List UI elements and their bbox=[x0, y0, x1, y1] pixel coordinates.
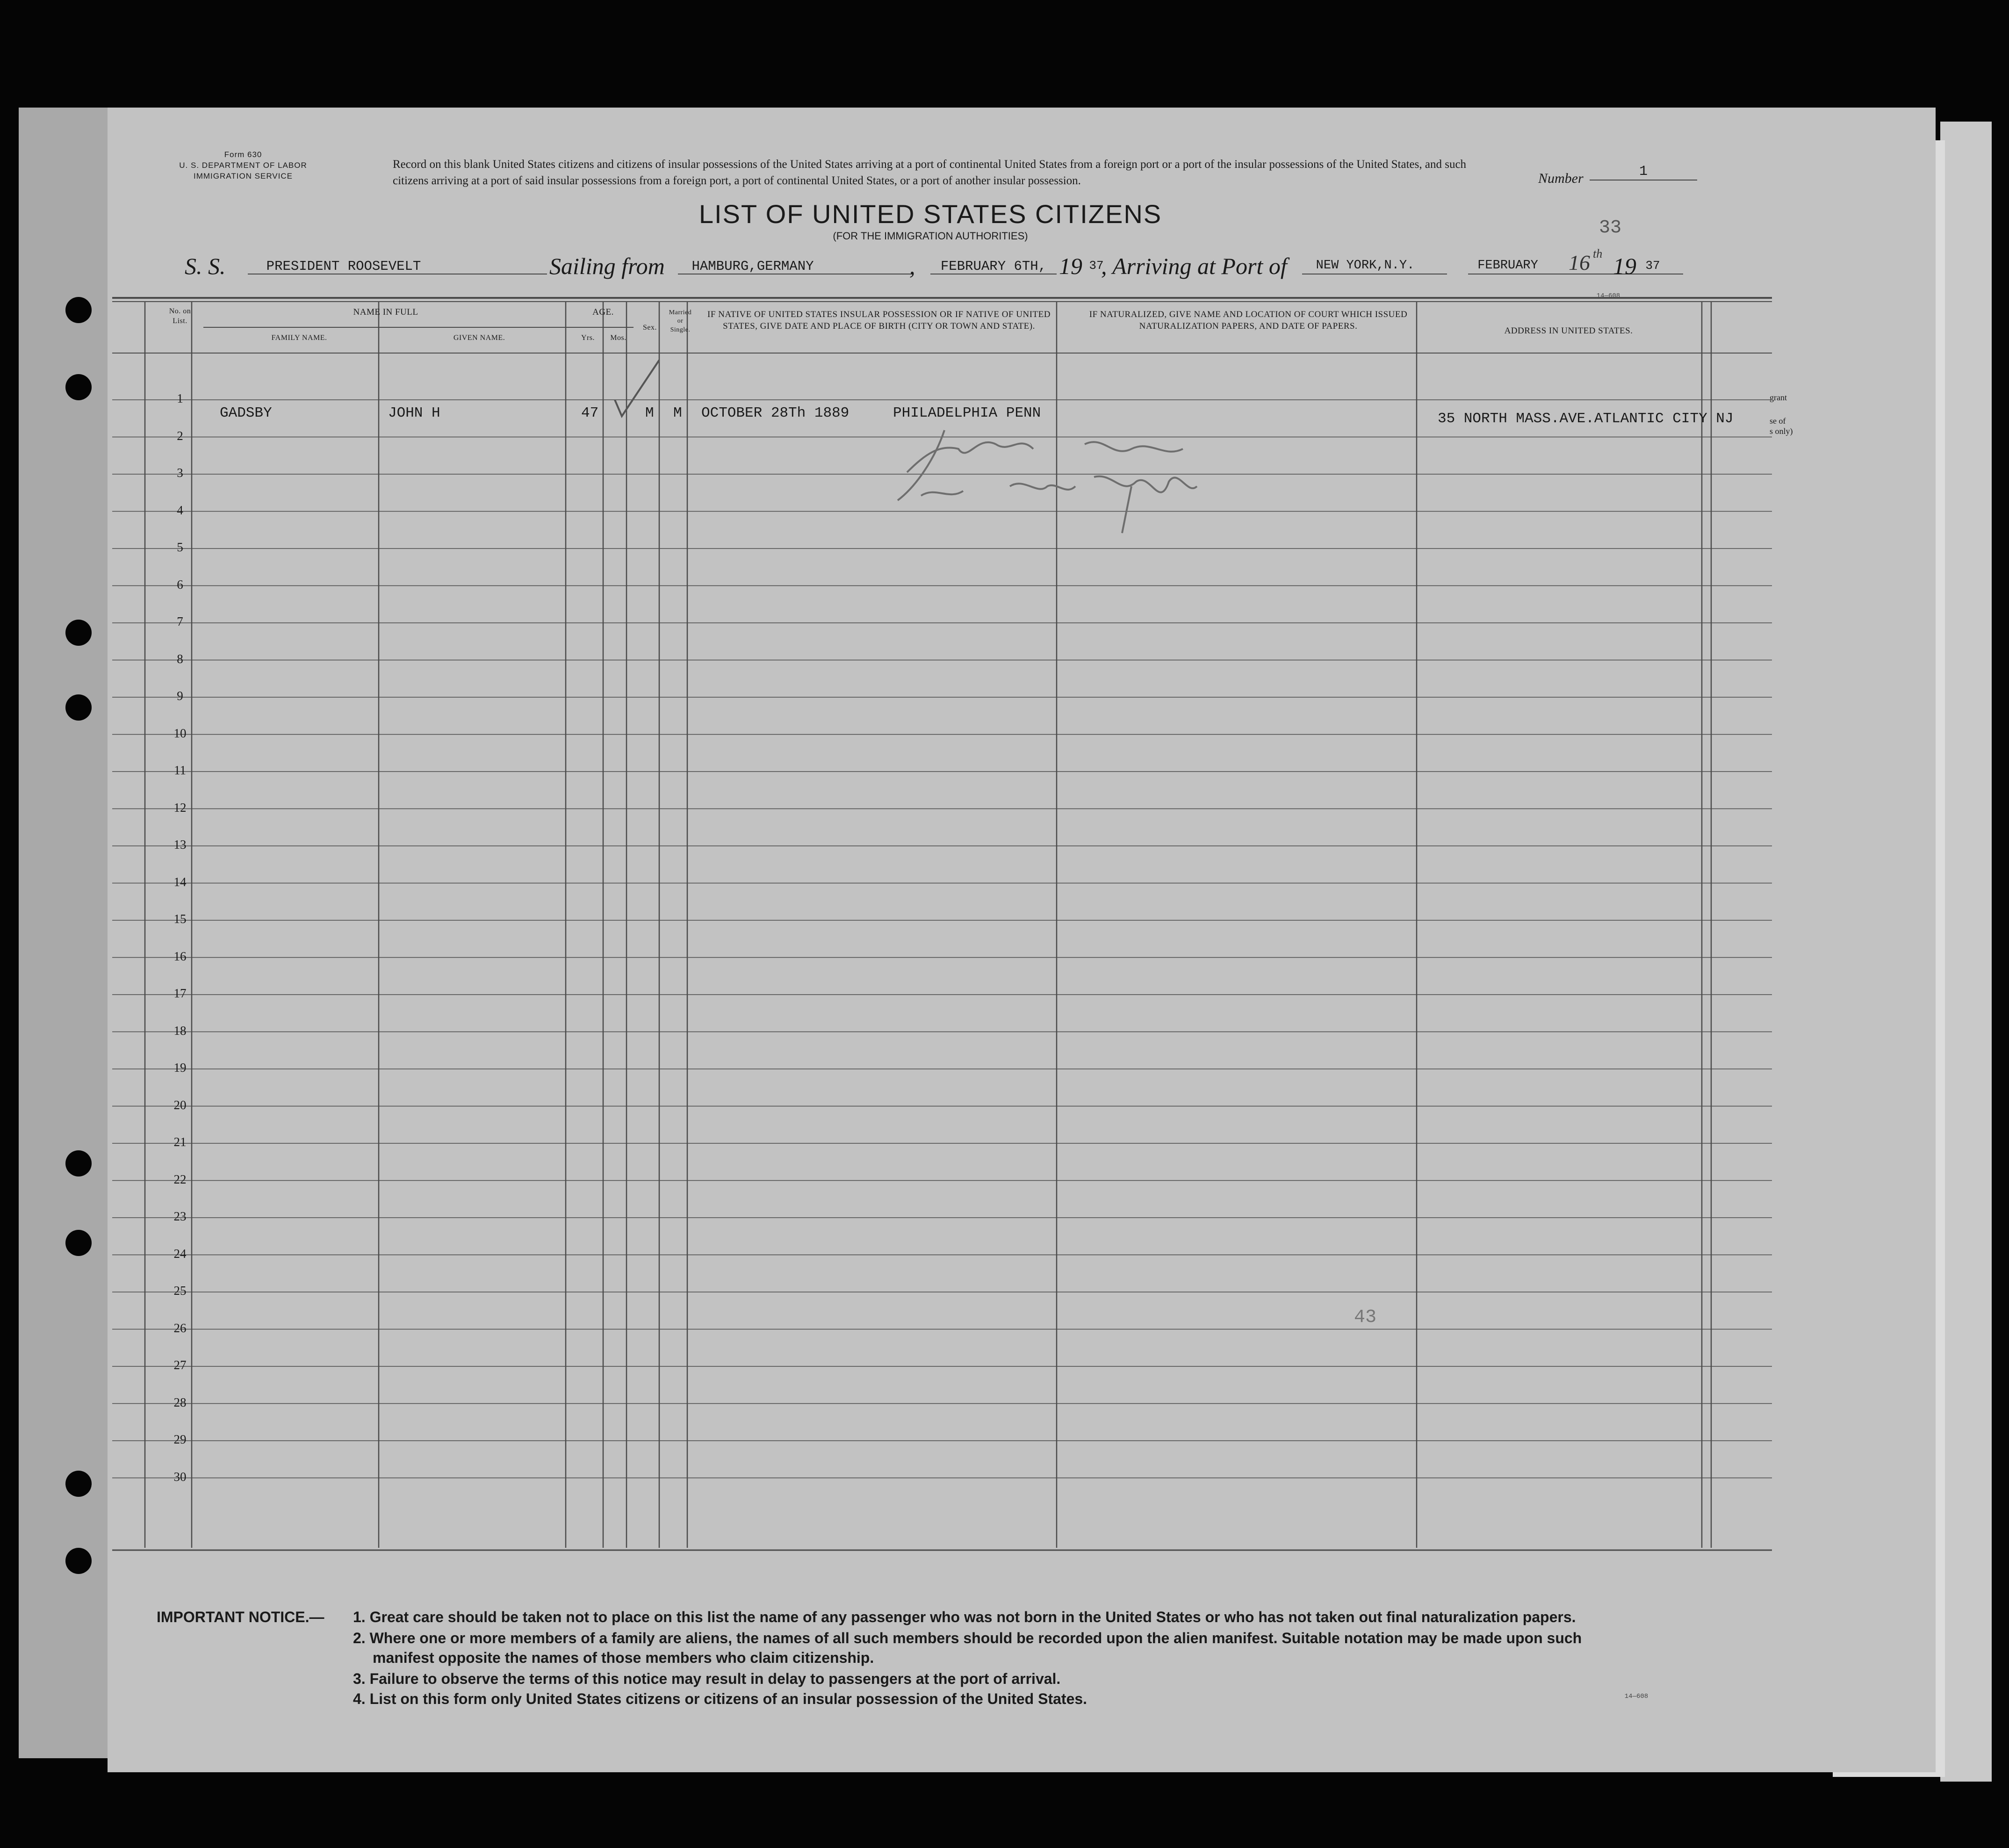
from-port: HAMBURG,GERMANY bbox=[691, 259, 814, 274]
row-number: 10 bbox=[173, 726, 187, 740]
row-number: 5 bbox=[177, 540, 183, 554]
row-number: 11 bbox=[174, 763, 186, 777]
row-number: 4 bbox=[177, 503, 183, 517]
row-number: 27 bbox=[173, 1358, 187, 1372]
arrival-year-prefix: 19 bbox=[1613, 253, 1636, 279]
notice-printer-mark: 14—608 bbox=[1624, 1693, 1649, 1700]
row-number: 14 bbox=[173, 874, 187, 889]
row-number: 15 bbox=[173, 912, 187, 926]
arriving-label: , Arriving at Port of bbox=[1101, 253, 1287, 279]
header-naturalized: IF NATURALIZED, GIVE NAME AND LOCATION OF COURT WHICH ISSUED NATURALIZATION PAPERS, AND DATE OF PAPERS. bbox=[1089, 310, 1408, 332]
form-instructions: Record on this blank United States citizens and citizens of insular possessions of the United States arriving at a port of continental United States from a foreign port or a port of the insular possessions of the United States, and such citizens arriving at a port of said insular possessions from a foreign port, a port of continental United States, or a port of another insular possession. bbox=[393, 158, 1467, 187]
row-number: 23 bbox=[173, 1209, 187, 1223]
arrival-month: FEBRUARY bbox=[1477, 259, 1538, 273]
sailing-label: Sailing from bbox=[549, 253, 665, 279]
row-number: 2 bbox=[177, 428, 183, 443]
stamp-number: 43 bbox=[1354, 1307, 1376, 1328]
header-address: ADDRESS IN UNITED STATES. bbox=[1504, 326, 1633, 336]
notice-item-4: 4. List on this form only United States citizens or citizens of an insular possession of the United States. bbox=[353, 1690, 1087, 1707]
header-name-in-full: NAME IN FULL bbox=[353, 307, 418, 317]
row-number: 28 bbox=[173, 1395, 187, 1409]
row-number: 9 bbox=[177, 689, 183, 703]
entry-birth-date: OCTOBER 28Th 1889 bbox=[701, 405, 850, 421]
entry-age-yrs: 47 bbox=[581, 405, 599, 421]
entry-marital: M bbox=[673, 405, 682, 421]
handwritten-annotation bbox=[888, 416, 1225, 538]
form-number: Form 630 bbox=[224, 150, 262, 159]
row-number: 26 bbox=[173, 1321, 187, 1335]
header-family-name: FAMILY NAME. bbox=[271, 334, 327, 342]
entry-sex: M bbox=[645, 405, 654, 421]
ship-name: PRESIDENT ROOSEVELT bbox=[266, 259, 421, 274]
row-number: 12 bbox=[173, 800, 187, 815]
arrival-port: NEW YORK,N.Y. bbox=[1316, 259, 1415, 273]
comma: , bbox=[909, 253, 915, 279]
form-title: LIST OF UNITED STATES CITIZENS bbox=[698, 199, 1162, 229]
entry-given-name: JOHN H bbox=[388, 405, 440, 421]
row-number: 3 bbox=[177, 466, 183, 480]
entry-birth-place: PHILADELPHIA PENN bbox=[893, 405, 1041, 421]
arrival-day-suffix: th bbox=[1593, 247, 1603, 260]
department-name: U. S. DEPARTMENT OF LABOR bbox=[179, 160, 307, 170]
side-fragment: se of bbox=[1770, 416, 1786, 426]
notice-item-1: 1. Great care should be taken not to place on this list the name of any passenger who was not born in the United States or who has not taken out final naturalization papers. bbox=[353, 1609, 1576, 1625]
service-name: IMMIGRATION SERVICE bbox=[193, 171, 293, 180]
header-no-on-list: No. on List. bbox=[169, 307, 191, 325]
row-number: 1 bbox=[177, 391, 183, 405]
year-prefix: 19 bbox=[1059, 253, 1082, 279]
notice-item-3: 3. Failure to observe the terms of this notice may result in delay to passengers at the port of arrival. bbox=[353, 1670, 1061, 1687]
row-number: 7 bbox=[177, 614, 183, 628]
departure-year: 37 bbox=[1089, 259, 1104, 273]
row-number: 22 bbox=[173, 1172, 187, 1186]
row-number: 18 bbox=[173, 1023, 187, 1038]
side-fragment: s only) bbox=[1770, 426, 1793, 436]
row-number: 19 bbox=[173, 1061, 187, 1075]
row-number: 8 bbox=[177, 651, 183, 666]
row-number: 29 bbox=[173, 1432, 187, 1446]
entry-address: 35 NORTH MASS.AVE.ATLANTIC CITY NJ bbox=[1438, 411, 1734, 427]
row-number: 24 bbox=[173, 1246, 187, 1261]
side-fragment: grant bbox=[1770, 393, 1787, 402]
row-number: 30 bbox=[173, 1469, 187, 1484]
header-given-name: GIVEN NAME. bbox=[453, 334, 505, 342]
arrival-year: 37 bbox=[1645, 259, 1660, 273]
row-number: 20 bbox=[173, 1097, 187, 1112]
header-birth: IF NATIVE OF UNITED STATES INSULAR POSSESSION OR IF NATIVE OF UNITED STATES, GIVE DATE AND PLACE OF BIRTH (CITY OR TOWN AND STATE). bbox=[707, 310, 1051, 332]
number-value: 1 bbox=[1590, 164, 1697, 180]
header-sex: Sex. bbox=[643, 324, 657, 332]
ss-label: S. S. bbox=[185, 253, 226, 279]
row-number: 16 bbox=[173, 949, 187, 963]
row-number: 13 bbox=[173, 837, 187, 852]
row-number: 17 bbox=[173, 986, 187, 1000]
header-yrs: Yrs. bbox=[581, 334, 595, 342]
form-subtitle: (FOR THE IMMIGRATION AUTHORITIES) bbox=[833, 230, 1028, 242]
entry-family-name: GADSBY bbox=[220, 405, 272, 421]
arrival-day: 16 bbox=[1569, 251, 1590, 274]
notice-heading: IMPORTANT NOTICE.— bbox=[157, 1609, 324, 1625]
departure-date: FEBRUARY 6TH, bbox=[940, 259, 1047, 274]
notice-item-2-cont: manifest opposite the names of those members who claim citizenship. bbox=[373, 1649, 874, 1666]
header-age: AGE. bbox=[592, 307, 614, 317]
row-number: 6 bbox=[177, 577, 183, 592]
header-marital: Married or Single. bbox=[669, 309, 692, 333]
page-stamp: 33 bbox=[1599, 217, 1622, 238]
number-label: Number bbox=[1538, 171, 1584, 186]
printer-mark: 14—608 bbox=[1596, 292, 1620, 300]
check-mark bbox=[608, 355, 664, 421]
row-number: 25 bbox=[173, 1284, 187, 1298]
header-mos: Mos. bbox=[610, 334, 626, 342]
notice-item-2: 2. Where one or more members of a family are aliens, the names of all such members should be recorded upon the alien manifest. Suitable notation may be made upon such bbox=[353, 1630, 1582, 1646]
row-number: 21 bbox=[173, 1135, 187, 1149]
